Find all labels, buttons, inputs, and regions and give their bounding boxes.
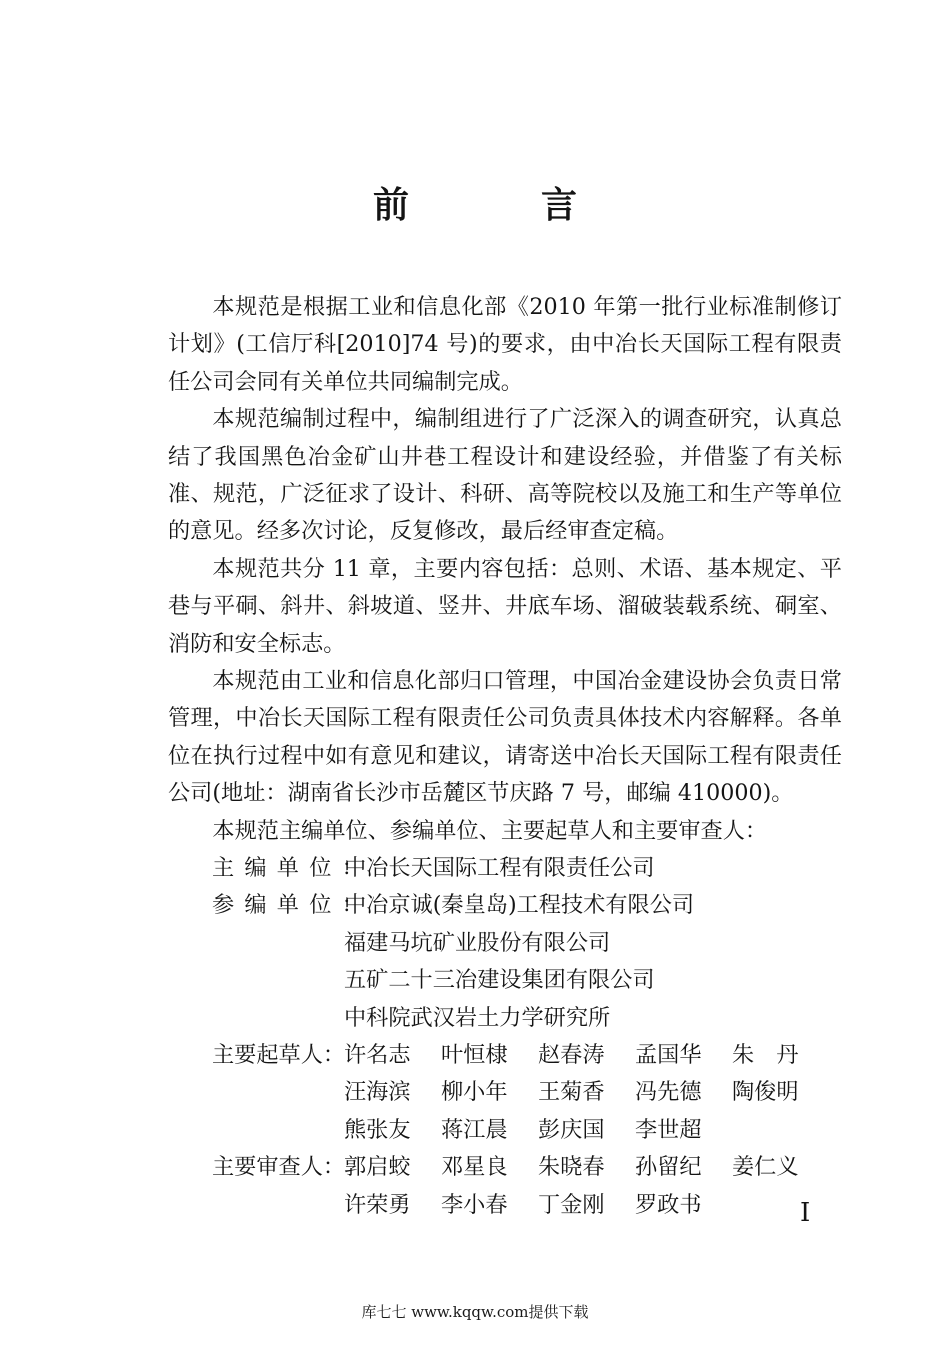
drafter-name: 熊张友 (344, 1116, 411, 1143)
participating-unit-row (168, 1000, 842, 1037)
participating-unit: 福建马坑矿业股份有限公司 (344, 929, 611, 956)
drafter-name: 蒋江晨 (441, 1116, 508, 1143)
drafter-name: 陶俊明 (732, 1079, 799, 1106)
reviewer-name: 李小春 (441, 1191, 508, 1218)
page-number: I (800, 1198, 811, 1228)
drafters-row (168, 1112, 842, 1149)
drafter-name: 汪海滨 (344, 1079, 411, 1106)
chief-unit-row (168, 850, 842, 887)
participating-unit: 中冶京诚(秦皇岛)工程技术有限公司 (344, 892, 695, 919)
preface-body (168, 289, 842, 1224)
reviewers-row (168, 1187, 842, 1224)
participating-unit-row (168, 887, 842, 924)
participating-units-label: 参编单位： (212, 892, 374, 919)
paragraph-contents: 本规范共分 11 章，主要内容包括：总则、术语、基本规定、平巷与平硐、斜井、斜坡道、竖井、井底车场、溜破装载系统、硐室、消防和安全标志。 (168, 555, 842, 657)
paragraph-management: 本规范由工业和信息化部归口管理，中国冶金建设协会负责日常管理，中冶长天国际工程有限责任公司负责具体技术内容解释。各单位在执行过程中如有意见和建议，请寄送中冶长天国际工程有限责任公司(地址：湖南省长沙市岳麓区节庆路 7 号，邮编 410000)。 (168, 668, 842, 807)
reviewer-name: 丁金刚 (538, 1191, 605, 1218)
drafter-name: 李世超 (635, 1116, 702, 1143)
drafters-row (168, 1037, 842, 1074)
reviewer-name: 孙留纪 (635, 1154, 702, 1181)
participating-unit-row (168, 962, 842, 999)
main-reviewers-label: 主要审查人： (212, 1154, 346, 1181)
reviewers-row (168, 1149, 842, 1186)
drafter-name: 柳小年 (441, 1079, 508, 1106)
drafter-name: 王菊香 (538, 1079, 605, 1106)
page-title (0, 184, 950, 228)
participating-unit-row (168, 925, 842, 962)
page-title-text: 前 言 (372, 185, 625, 226)
drafter-name: 叶恒棣 (441, 1042, 508, 1069)
reviewer-name: 郭启蛟 (344, 1154, 411, 1181)
main-drafters-label: 主要起草人： (212, 1042, 346, 1069)
download-footer: 库七七 www.kqqw.com提供下载 (361, 1303, 589, 1321)
participating-unit: 五矿二十三冶建设集团有限公司 (344, 967, 655, 994)
drafter-name: 赵春涛 (538, 1042, 605, 1069)
drafter-name: 朱 丹 (732, 1042, 799, 1069)
reviewer-name: 邓星良 (441, 1154, 508, 1181)
reviewer-name: 姜仁义 (732, 1154, 799, 1181)
drafter-name: 冯先德 (635, 1079, 702, 1106)
paragraph-units-intro: 本规范主编单位、参编单位、主要起草人和主要审查人： (212, 817, 768, 844)
reviewer-name: 朱晓春 (538, 1154, 605, 1181)
paragraph-origin: 本规范是根据工业和信息化部《2010 年第一批行业标准制修订计划》(工信厅科[2010]74 号)的要求，由中冶长天国际工程有限责任公司会同有关单位共同编制完成。 (168, 294, 842, 395)
chief-unit-label: 主编单位： (212, 855, 374, 882)
drafter-name: 许名志 (344, 1042, 411, 1069)
paragraph-process: 本规范编制过程中，编制组进行了广泛深入的调查研究，认真总结了我国黑色冶金矿山井巷工程设计和建设经验，并借鉴了有关标准、规范，广泛征求了设计、科研、高等院校以及施工和生产等单位的意见。经多次讨论，反复修改，最后经审查定稿。 (168, 406, 842, 545)
drafter-name: 孟国华 (635, 1042, 702, 1069)
drafter-name: 彭庆国 (538, 1116, 605, 1143)
reviewer-name: 许荣勇 (344, 1191, 411, 1218)
drafters-row (168, 1074, 842, 1111)
chief-unit-value: 中冶长天国际工程有限责任公司 (344, 855, 655, 882)
reviewer-name: 罗政书 (635, 1191, 702, 1218)
participating-unit: 中科院武汉岩土力学研究所 (344, 1004, 611, 1031)
